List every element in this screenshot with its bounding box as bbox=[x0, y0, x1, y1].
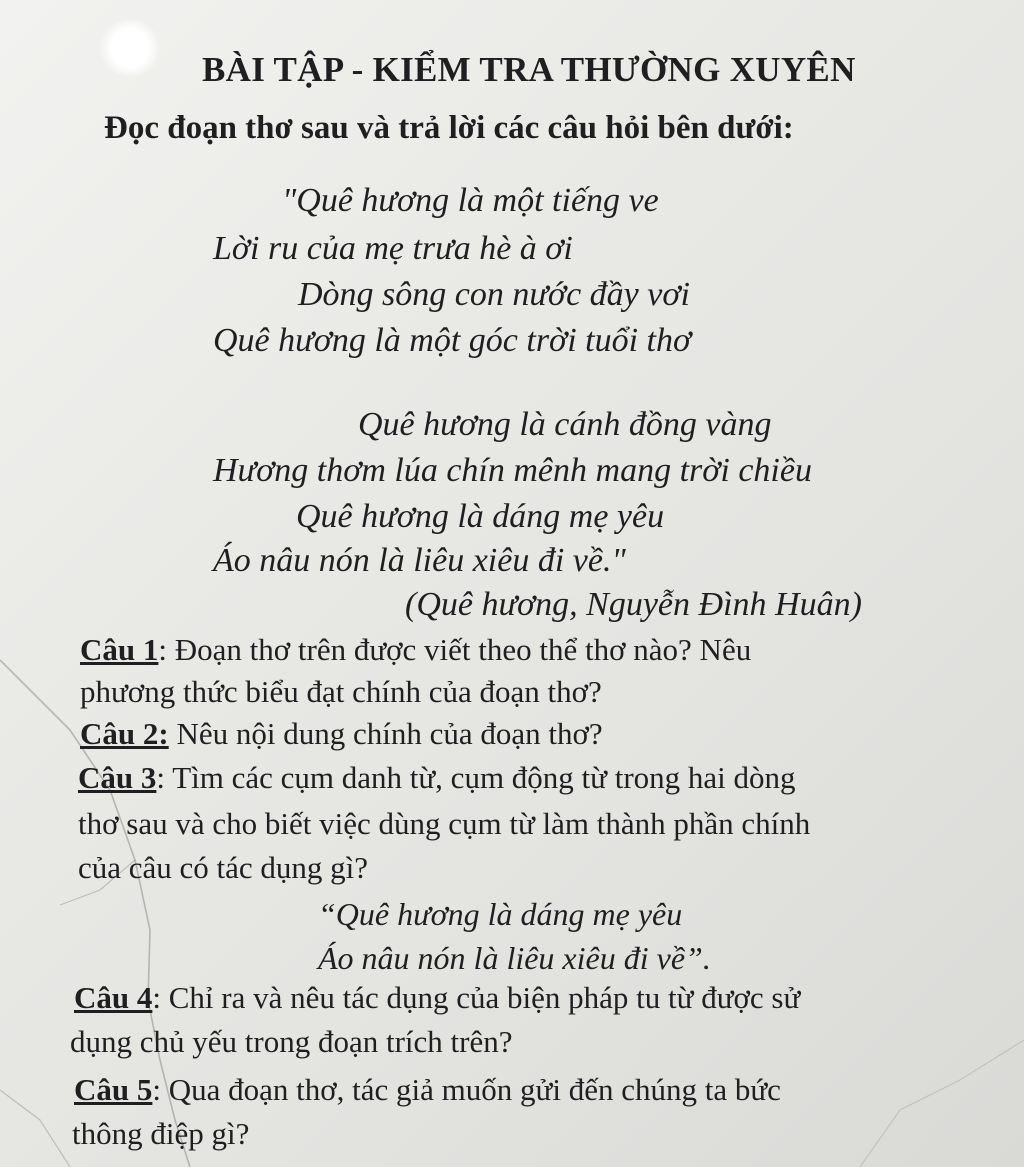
instruction: Đọc đoạn thơ sau và trả lời các câu hỏi bên dưới: bbox=[104, 110, 794, 146]
question-text: : Chỉ ra và nêu tác dụng của biện pháp tu từ được sử bbox=[152, 980, 801, 1015]
question-line: phương thức biểu đạt chính của đoạn thơ? bbox=[80, 674, 602, 709]
question-label: Câu 1 bbox=[80, 632, 159, 667]
question-line: của câu có tác dụng gì? bbox=[78, 850, 369, 885]
question-4 bbox=[74, 980, 800, 1016]
screen-glare bbox=[98, 20, 162, 76]
poem-line: Lời ru của mẹ trưa hè à ơi bbox=[213, 230, 573, 267]
poem-line: Quê hương là cánh đồng vàng bbox=[358, 406, 772, 443]
question-2 bbox=[80, 716, 603, 752]
question-5 bbox=[74, 1072, 781, 1108]
question-label: Câu 3 bbox=[78, 760, 157, 795]
question-label: Câu 2: bbox=[80, 716, 169, 751]
question-label: Câu 4 bbox=[74, 980, 153, 1015]
question-3 bbox=[78, 760, 796, 796]
question-text: : Qua đoạn thơ, tác giả muốn gửi đến chúng ta bức bbox=[152, 1072, 781, 1107]
question-1 bbox=[80, 632, 751, 668]
poem-line: Áo nâu nón là liêu xiêu đi về." bbox=[213, 542, 626, 579]
page-title: BÀI TẬP - KIỂM TRA THƯỜNG XUYÊN bbox=[202, 50, 856, 89]
question-line: thơ sau và cho biết việc dùng cụm từ làm thành phần chính bbox=[78, 806, 811, 841]
question-text: Nêu nội dung chính của đoạn thơ? bbox=[168, 716, 603, 751]
question-label: Câu 5 bbox=[74, 1072, 153, 1107]
quote-line: “Quê hương là dáng mẹ yêu bbox=[318, 896, 683, 932]
poem-source: (Quê hương, Nguyễn Đình Huân) bbox=[405, 586, 862, 623]
poem-line: Quê hương là dáng mẹ yêu bbox=[296, 498, 665, 535]
poem-line: Quê hương là một góc trời tuổi thơ bbox=[213, 322, 692, 359]
poem-line: "Quê hương là một tiếng ve bbox=[282, 182, 659, 219]
poem-line: Dòng sông con nước đầy vơi bbox=[298, 276, 690, 313]
question-line: dụng chủ yếu trong đoạn trích trên? bbox=[70, 1024, 513, 1059]
question-line: thông điệp gì? bbox=[72, 1116, 250, 1151]
quote-line: Áo nâu nón là liêu xiêu đi về”. bbox=[318, 940, 711, 976]
poem-line: Hương thơm lúa chín mênh mang trời chiều bbox=[213, 452, 812, 489]
question-text: : Tìm các cụm danh từ, cụm động từ trong hai dòng bbox=[156, 760, 796, 795]
question-text: : Đoạn thơ trên được viết theo thể thơ nào? Nêu bbox=[158, 632, 752, 667]
